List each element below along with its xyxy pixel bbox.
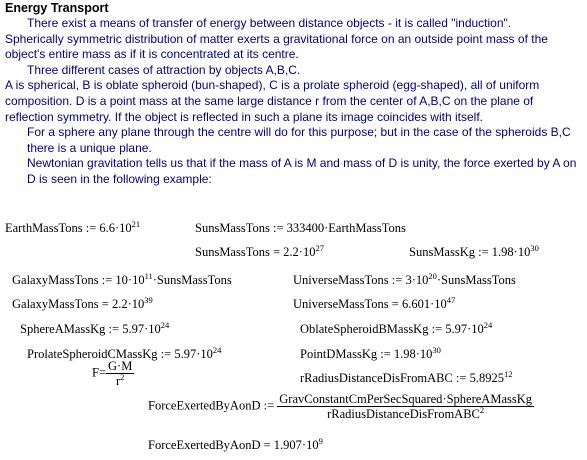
math-denominator-base: rRadiusDistanceDisFromABC [327, 407, 480, 421]
math-radius-def[interactable] [300, 371, 512, 386]
math-exponent: 2 [479, 405, 485, 415]
math-exponent: 47 [446, 295, 456, 305]
math-operator: = [388, 297, 402, 311]
math-operator: := [82, 221, 100, 235]
math-force-eval[interactable] [148, 438, 323, 453]
math-variable: ProlateSpheroidCMassKg [27, 347, 158, 361]
math-operator: := [260, 398, 278, 413]
math-exponent: 9 [318, 436, 323, 446]
page-title: Energy Transport [5, 1, 109, 15]
math-exponent: 39 [144, 295, 153, 305]
math-variable: SunsMassKg [409, 245, 475, 259]
math-exponent: 11 [144, 271, 153, 281]
math-exponent: 21 [131, 219, 141, 229]
math-value: 5.8925 [469, 371, 504, 385]
math-universe-mass-def[interactable] [293, 273, 516, 288]
math-value: 1.98·10 [393, 347, 433, 361]
math-value: 1.98·10 [491, 245, 531, 259]
math-suns-mass-def[interactable] [195, 221, 406, 236]
math-operator: = [260, 438, 274, 452]
math-multiplier: ·SunsMassTons [436, 273, 516, 287]
math-suns-mass-kg-def[interactable] [409, 245, 539, 260]
math-variable: OblateSpheroidBMassKg [300, 322, 429, 336]
math-value: 2.2·10 [111, 297, 145, 311]
math-suns-mass-eval[interactable] [195, 245, 324, 260]
math-operator: := [452, 371, 470, 385]
math-exponent: 12 [503, 369, 513, 379]
math-operator: := [269, 221, 287, 235]
math-earth-mass-def[interactable] [5, 221, 140, 236]
math-operator: := [98, 273, 116, 287]
math-exponent: 24 [212, 345, 222, 355]
math-numerator: G·M [108, 359, 133, 373]
math-operator: = [98, 297, 112, 311]
prose-block [5, 16, 583, 188]
paragraph-objects-description: A is spherical, B is oblate spheroid (bun-shaped), C is a prolate spheroid (egg-shaped), all of uniform composition. D is a point mass at the same large distance r from the center of A,B,C on the plane of reflection symmetry. If the object is reflected in such a plane its image coincides with itself. [5, 78, 540, 124]
math-value: 6.601·10 [401, 297, 447, 311]
math-value: 2.2·10 [283, 245, 316, 259]
math-value: 333400·EarthMassTons [286, 221, 406, 235]
math-variable: PointDMassKg [300, 347, 378, 361]
math-value: 5.97·10 [445, 322, 484, 336]
math-operator: := [475, 245, 492, 259]
math-sphere-a-mass-def[interactable] [20, 322, 169, 337]
math-exponent: 20 [428, 271, 437, 281]
math-fraction [277, 392, 534, 421]
math-exponent: 24 [483, 320, 493, 330]
math-galaxy-mass-def[interactable] [12, 273, 232, 288]
math-value: 5.97·10 [122, 322, 161, 336]
paragraph-induction: There exist a means of transfer of energy between distance objects - it is called "induction". [27, 16, 512, 30]
math-value: 3·10 [405, 273, 429, 287]
math-exponent: 30 [530, 243, 539, 253]
math-point-d-mass-def[interactable] [300, 347, 441, 362]
math-operator: := [157, 347, 175, 361]
math-denominator [106, 374, 134, 388]
math-variable: ForceExertedByAonD [148, 398, 261, 413]
math-operator: := [428, 322, 446, 336]
math-exponent: 2 [120, 372, 125, 382]
math-exponent: 30 [432, 345, 441, 355]
math-variable: GalaxyMassTons [12, 273, 99, 287]
math-variable: EarthMassTons [5, 221, 83, 235]
math-operator: := [388, 273, 406, 287]
math-numerator: GravConstantCmPerSecSquared·SphereAMassKg [279, 392, 532, 406]
math-newton-formula[interactable] [92, 359, 134, 388]
math-exponent: 27 [315, 243, 324, 253]
math-universe-mass-eval[interactable] [293, 297, 455, 312]
math-denominator-base: r [115, 374, 121, 388]
math-multiplier: ·SunsMassTons [152, 273, 232, 287]
math-variable: ForceExertedByAonD [148, 438, 261, 452]
math-operator: = [269, 245, 284, 259]
math-variable: SunsMassTons [195, 245, 270, 259]
math-denominator [277, 407, 534, 421]
math-variable: UniverseMassTons [293, 297, 389, 311]
math-variable: SphereAMassKg [20, 322, 106, 336]
math-variable: rRadiusDistanceDisFromABC [300, 371, 453, 385]
math-oblate-b-mass-def[interactable] [300, 322, 492, 337]
math-variable: UniverseMassTons [293, 273, 389, 287]
math-force-def[interactable] [148, 392, 534, 421]
paragraph-spherical-symmetry: Spherically symmetric distribution of matter exerts a gravitational force on an outside point mass of the object's entire mass as if it is concentrated at its centre. [5, 31, 548, 62]
paragraph-newtonian: Newtonian gravitation tells us that if the mass of A is M and mass of D is unity, the force exerted by A on D is seen in the following example: [27, 156, 577, 186]
math-value: 10·10 [115, 273, 145, 287]
math-galaxy-mass-eval[interactable] [12, 297, 153, 312]
math-operator: := [105, 322, 123, 336]
math-fraction [106, 359, 134, 388]
paragraph-sphere-plane: For a sphere any plane through the centre will do for this purpose; but in the case of the spheroids B,C there is a unique plane. [27, 125, 571, 155]
math-exponent: 24 [160, 320, 170, 330]
math-value: 6.6·10 [99, 221, 132, 235]
math-operator: := [377, 347, 394, 361]
math-variable: GalaxyMassTons [12, 297, 99, 311]
math-lhs: F= [92, 365, 107, 380]
math-value: 5.97·10 [174, 347, 213, 361]
math-variable: SunsMassTons [195, 221, 270, 235]
paragraph-three-cases: Three different cases of attraction by objects A,B,C. [27, 62, 301, 77]
math-value: 1.907·10 [273, 438, 319, 452]
